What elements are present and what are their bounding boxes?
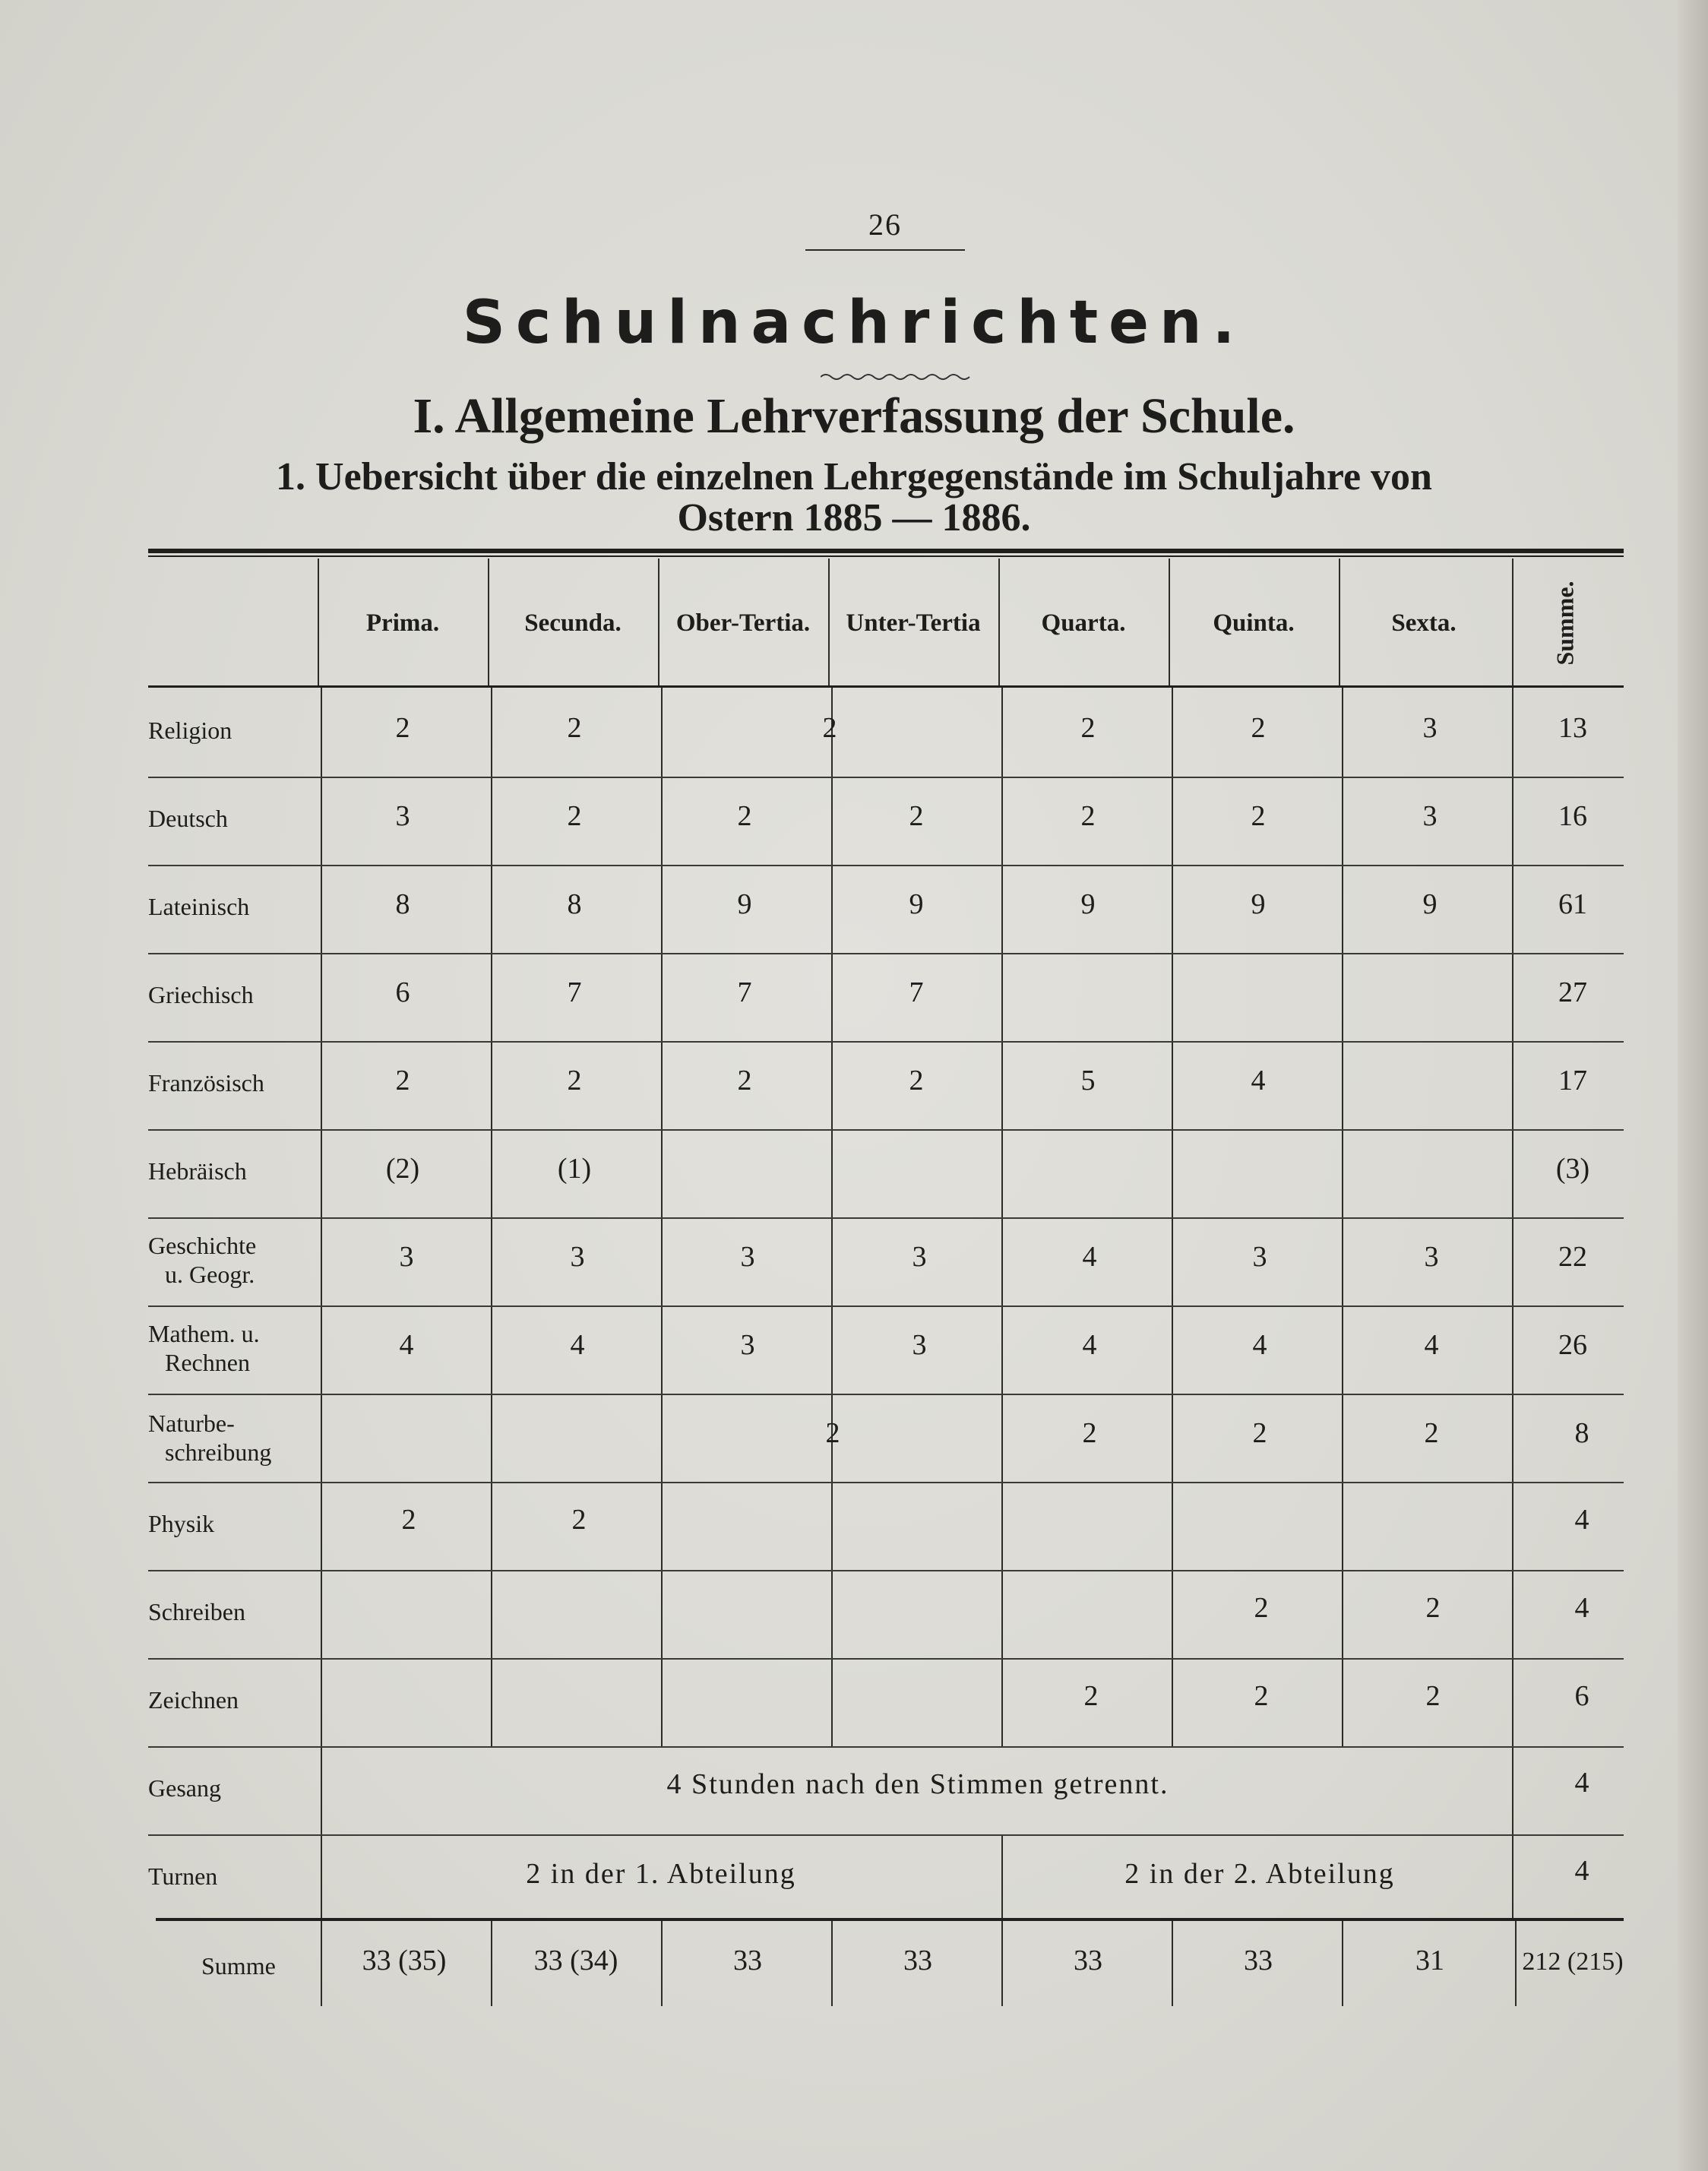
cell-gesch-sexta: 3 [1424, 1241, 1439, 1273]
turnen-span-right: 2 in der 2. Abteilung [1124, 1858, 1395, 1890]
header-column-divider [488, 559, 489, 685]
cell-math-quarta: 4 [1082, 1329, 1097, 1361]
cell-math-obertertia: 3 [740, 1329, 755, 1361]
summe-top-rule [156, 1918, 1624, 1921]
cell-gesch-summe: 22 [1558, 1241, 1587, 1273]
header-column-divider [828, 559, 830, 685]
cell-summe-total: 212 (215) [1522, 1948, 1624, 1976]
row-label-mathematik [148, 1319, 260, 1377]
summe-row-divider [1172, 1921, 1173, 2006]
row-label-gesang: Gesang [148, 1774, 221, 1802]
cell-gesch-prima: 3 [399, 1241, 414, 1273]
cell-deutsch-prima: 3 [395, 800, 410, 832]
cell-religion-prima: 2 [395, 712, 410, 744]
summe-row-divider [831, 1921, 833, 2006]
cell-latein-quinta: 9 [1251, 888, 1266, 920]
cell-deutsch-secunda: 2 [567, 800, 582, 832]
cell-religion-quinta: 2 [1251, 712, 1266, 744]
table-top-rule [148, 549, 1624, 553]
table-top-rule-thin [148, 555, 1624, 557]
column-header-summe: Summe. [1551, 581, 1579, 666]
row-label-deutsch: Deutsch [148, 805, 228, 832]
cell-gesch-quarta: 4 [1082, 1241, 1097, 1273]
cell-latein-untertertia: 9 [909, 888, 924, 920]
cell-franz-quarta: 5 [1080, 1065, 1096, 1097]
subtitle-line-1: 1. Uebersicht über die einzelnen Lehrgegenstände im Schuljahre von [276, 455, 1432, 498]
cell-religion-secunda: 2 [567, 712, 582, 744]
cell-deutsch-obertertia: 2 [737, 800, 752, 832]
cell-math-sexta: 4 [1424, 1329, 1439, 1361]
cell-summe-quarta: 33 [1074, 1945, 1102, 1976]
summe-row-divider [491, 1921, 492, 2006]
cell-summe-untertertia: 33 [903, 1945, 932, 1976]
column-header-quarta: Quarta. [1041, 609, 1126, 637]
row-label-geschichte-line1: Geschichte [148, 1232, 257, 1259]
cell-gesch-secunda: 3 [570, 1241, 585, 1273]
cell-zeichnen-sexta: 2 [1425, 1680, 1441, 1712]
column-header-prima: Prima. [365, 609, 440, 637]
cell-latein-summe: 61 [1558, 888, 1587, 920]
header-column-divider [658, 559, 659, 685]
cell-franz-quinta: 4 [1251, 1065, 1266, 1097]
cell-deutsch-sexta: 3 [1422, 800, 1438, 832]
section-title: I. Allgemeine Lehrverfassung der Schule. [413, 388, 1295, 444]
row-label-hebraeisch: Hebräisch [148, 1157, 247, 1185]
ornament-wave [821, 371, 973, 383]
page-number-rule [805, 249, 965, 251]
cell-franz-untertertia: 2 [909, 1065, 924, 1097]
header-column-divider [1512, 559, 1513, 685]
row-divider [148, 1482, 1624, 1483]
row-label-naturbeschreibung-line1: Naturbe- [148, 1410, 235, 1437]
cell-gesang-summe: 4 [1574, 1767, 1589, 1799]
cell-natur-sexta: 2 [1424, 1417, 1439, 1449]
cell-natur-quinta: 2 [1252, 1417, 1267, 1449]
cell-summe-obertertia: 33 [733, 1945, 762, 1976]
cell-hebr-summe: (3) [1555, 1153, 1590, 1185]
cell-latein-prima: 8 [395, 888, 410, 920]
cell-summe-prima: 33 (35) [362, 1945, 447, 1976]
cell-religion-sexta: 3 [1422, 712, 1438, 744]
summe-row-divider [1001, 1921, 1003, 2006]
cell-religion-tertia: 2 [822, 712, 837, 744]
row-label-physik: Physik [148, 1510, 215, 1537]
row-divider [148, 1394, 1624, 1395]
cell-natur-quarta: 2 [1082, 1417, 1097, 1449]
row-label-turnen: Turnen [148, 1862, 218, 1890]
row-divider [148, 1834, 1624, 1836]
page-number: 26 [868, 207, 902, 242]
cell-griechisch-summe: 27 [1558, 976, 1587, 1008]
label-column-divider [321, 688, 322, 1918]
cell-franz-secunda: 2 [567, 1065, 582, 1097]
main-title: Schulnachrichten. [462, 289, 1246, 357]
cell-gesch-untertertia: 3 [912, 1241, 927, 1273]
cell-griechisch-untertertia: 7 [909, 976, 924, 1008]
row-divider [148, 1305, 1624, 1307]
cell-latein-obertertia: 9 [737, 888, 752, 920]
cell-summe-quinta: 33 [1244, 1945, 1273, 1976]
cell-deutsch-summe: 16 [1558, 800, 1587, 832]
column-header-quinta: Quinta. [1213, 609, 1295, 637]
summe-row-divider [321, 1921, 322, 2006]
subtitle-line-2: Ostern 1885 — 1886. [677, 496, 1031, 540]
cell-zeichnen-quarta: 2 [1083, 1680, 1099, 1712]
cell-franz-prima: 2 [395, 1065, 410, 1097]
row-divider [148, 1041, 1624, 1043]
cell-math-summe: 26 [1558, 1329, 1587, 1361]
column-header-ober-tertia: Ober-Tertia. [675, 609, 811, 637]
row-label-geschichte-line2: u. Geogr. [165, 1261, 255, 1288]
cell-physik-summe: 4 [1574, 1504, 1589, 1536]
cell-religion-summe: 13 [1558, 712, 1587, 744]
cell-summe-secunda: 33 (34) [533, 1945, 618, 1976]
row-label-franzoesisch: Französisch [148, 1069, 264, 1097]
row-divider [148, 1658, 1624, 1660]
row-label-geschichte [148, 1231, 256, 1289]
cell-physik-secunda: 2 [571, 1504, 587, 1536]
row-divider [148, 1217, 1624, 1219]
cell-deutsch-quarta: 2 [1080, 800, 1096, 832]
cell-math-untertertia: 3 [912, 1329, 927, 1361]
cell-schreiben-sexta: 2 [1425, 1592, 1441, 1624]
cell-schreiben-summe: 4 [1574, 1592, 1589, 1624]
row-label-naturbeschreibung [148, 1409, 271, 1467]
gesang-span-text: 4 Stunden nach den Stimmen getrennt. [666, 1768, 1169, 1800]
row-label-mathematik-line1: Mathem. u. [148, 1320, 260, 1347]
cell-natur-summe: 8 [1574, 1417, 1589, 1449]
cell-deutsch-quinta: 2 [1251, 800, 1266, 832]
cell-franz-summe: 17 [1558, 1065, 1587, 1097]
cell-natur-tertia: 2 [825, 1417, 840, 1449]
cell-griechisch-prima: 6 [395, 976, 410, 1008]
turnen-span-left: 2 in der 1. Abteilung [526, 1858, 796, 1890]
cell-gesch-obertertia: 3 [740, 1241, 755, 1273]
summe-column-divider [1512, 688, 1513, 1918]
cell-zeichnen-summe: 6 [1574, 1680, 1589, 1712]
row-divider [148, 1129, 1624, 1131]
cell-gesch-quinta: 3 [1252, 1241, 1267, 1273]
row-label-zeichnen: Zeichnen [148, 1686, 239, 1714]
cell-summe-sexta: 31 [1415, 1945, 1444, 1976]
row-label-naturbeschreibung-line2: schreibung [165, 1438, 272, 1466]
row-label-religion: Religion [148, 717, 232, 744]
cell-latein-secunda: 8 [567, 888, 582, 920]
summe-row-divider [1515, 1921, 1517, 2006]
summe-row-divider [1342, 1921, 1343, 2006]
cell-hebr-prima: (2) [385, 1153, 420, 1185]
cell-latein-quarta: 9 [1080, 888, 1096, 920]
row-divider [148, 953, 1624, 954]
summe-row-divider [661, 1921, 663, 2006]
cell-math-secunda: 4 [570, 1329, 585, 1361]
header-column-divider [1339, 559, 1340, 685]
row-label-griechisch: Griechisch [148, 981, 254, 1008]
row-label-summe: Summe [201, 1952, 276, 1980]
turnen-half-divider [1001, 1834, 1003, 1918]
row-divider [148, 1570, 1624, 1571]
cell-franz-obertertia: 2 [737, 1065, 752, 1097]
cell-griechisch-obertertia: 7 [737, 976, 752, 1008]
cell-griechisch-secunda: 7 [567, 976, 582, 1008]
cell-turnen-summe: 4 [1574, 1855, 1589, 1887]
cell-schreiben-quinta: 2 [1254, 1592, 1269, 1624]
header-column-divider [998, 559, 1000, 685]
cell-deutsch-untertertia: 2 [909, 800, 924, 832]
header-column-divider [318, 559, 319, 685]
cell-latein-sexta: 9 [1422, 888, 1438, 920]
header-column-divider [1169, 559, 1170, 685]
cell-zeichnen-quinta: 2 [1254, 1680, 1269, 1712]
cell-hebr-secunda: (1) [557, 1153, 592, 1185]
column-header-sexta: Sexta. [1391, 609, 1457, 637]
cell-math-quinta: 4 [1252, 1329, 1267, 1361]
row-divider [148, 865, 1624, 866]
column-header-secunda: Secunda. [524, 609, 622, 637]
row-label-schreiben: Schreiben [148, 1598, 245, 1625]
row-divider [148, 1746, 1624, 1748]
cell-math-prima: 4 [399, 1329, 414, 1361]
row-divider [148, 777, 1624, 778]
row-label-lateinisch: Lateinisch [148, 893, 250, 920]
column-header-unter-tertia: Unter-Tertia [846, 609, 981, 637]
cell-physik-prima: 2 [401, 1504, 416, 1536]
cell-religion-quarta: 2 [1080, 712, 1096, 744]
row-label-mathematik-line2: Rechnen [165, 1349, 250, 1376]
